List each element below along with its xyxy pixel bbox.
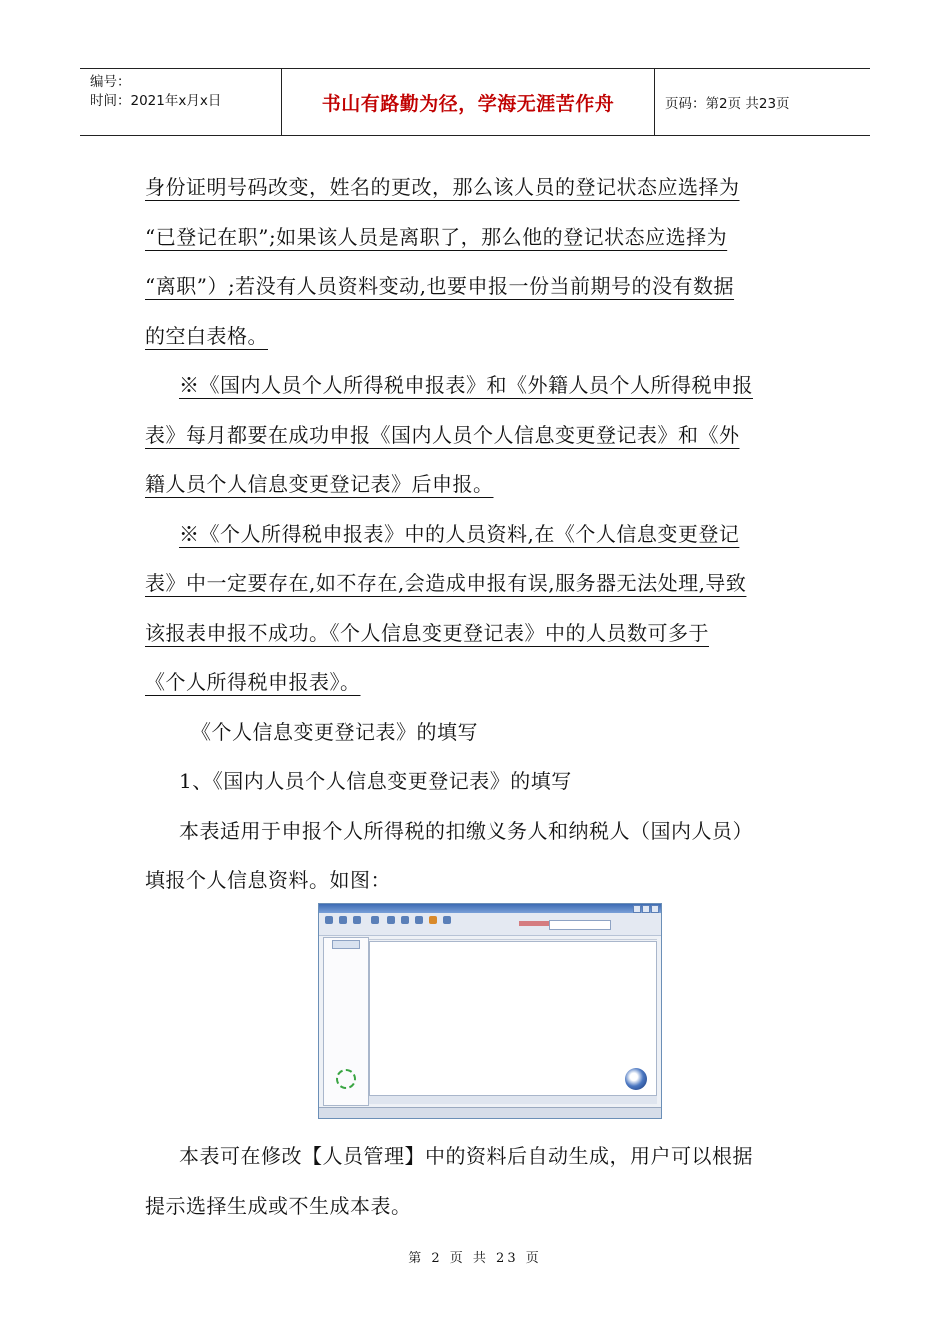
subsection-heading: 1、《国内人员个人信息变更登记表》的填写: [179, 769, 572, 793]
line: 表》中一定要存在,如不存在,会造成申报有误,服务器无法处理,导致: [145, 571, 747, 595]
header-motto: 书山有路勤为径，学海无涯苦作舟: [282, 69, 655, 135]
line: “已登记在职”;如果该人员是离职了，那么他的登记状态应选择为: [145, 224, 728, 249]
secondary-toolbar: [369, 927, 657, 940]
header-page-info: 页码：第2页 共23页: [665, 96, 790, 112]
tabs-bar: [369, 1095, 657, 1104]
line: ※《国内人员个人所得税申报表》和《外籍人员个人所得税申报: [179, 373, 753, 397]
status-bar: [319, 1107, 661, 1118]
line: 表》每月都要在成功申报《国内人员个人信息变更登记表》和《外: [145, 422, 740, 447]
line: 本表适用于申报个人所得税的扣缴义务人和纳税人（国内人员）: [179, 818, 753, 843]
paragraph-3: [145, 510, 810, 708]
line: 该报表申报不成功。《个人信息变更登记表》中的人员数可多于: [145, 620, 709, 645]
line: “离职”）;若没有人员资料变动,也要申报一份当前期号的没有数据: [145, 274, 735, 298]
app-window-icon: [318, 903, 662, 1119]
paragraph-6: [145, 807, 810, 906]
page-footer: 第 2 页 共 23 页: [408, 1251, 542, 1266]
paragraph-2: [145, 361, 810, 510]
paragraph-1: [145, 163, 810, 361]
line: 本表可在修改【人员管理】中的资料后自动生成，用户可以根据: [179, 1144, 753, 1168]
line: 《个人所得税申报表》。: [145, 670, 361, 694]
document-body: [145, 163, 810, 906]
document-body-continued: [145, 1132, 810, 1231]
serial-label: 编号：: [90, 74, 131, 90]
header-table: [80, 68, 870, 136]
line: ※《个人所得税申报表》中的人员资料,在《个人信息变更登记: [179, 521, 740, 546]
paragraph-7: [145, 1132, 810, 1231]
time-label: 时间：2021年x月x日: [90, 93, 222, 109]
window-titlebar: [319, 904, 661, 913]
line: 提示选择生成或不生成本表。: [145, 1193, 412, 1218]
progress-ring-icon: [336, 1069, 356, 1089]
software-screenshot-figure: [318, 903, 662, 1119]
header-meta: [80, 69, 282, 135]
line: 身份证明号码改变，姓名的更改，那么该人员的登记状态应选择为: [145, 175, 740, 199]
company-logo-icon: [625, 1068, 647, 1090]
tree-sidebar: [323, 937, 369, 1106]
section-heading: 《个人信息变更登记表》的填写: [191, 719, 478, 744]
line: 的空白表格。: [145, 323, 268, 348]
window-controls: [633, 905, 659, 913]
workspace-panel: [369, 941, 657, 1096]
line: 籍人员个人信息变更登记表》后申报。: [145, 472, 494, 496]
line: 填报个人信息资料。如图：: [145, 868, 391, 892]
